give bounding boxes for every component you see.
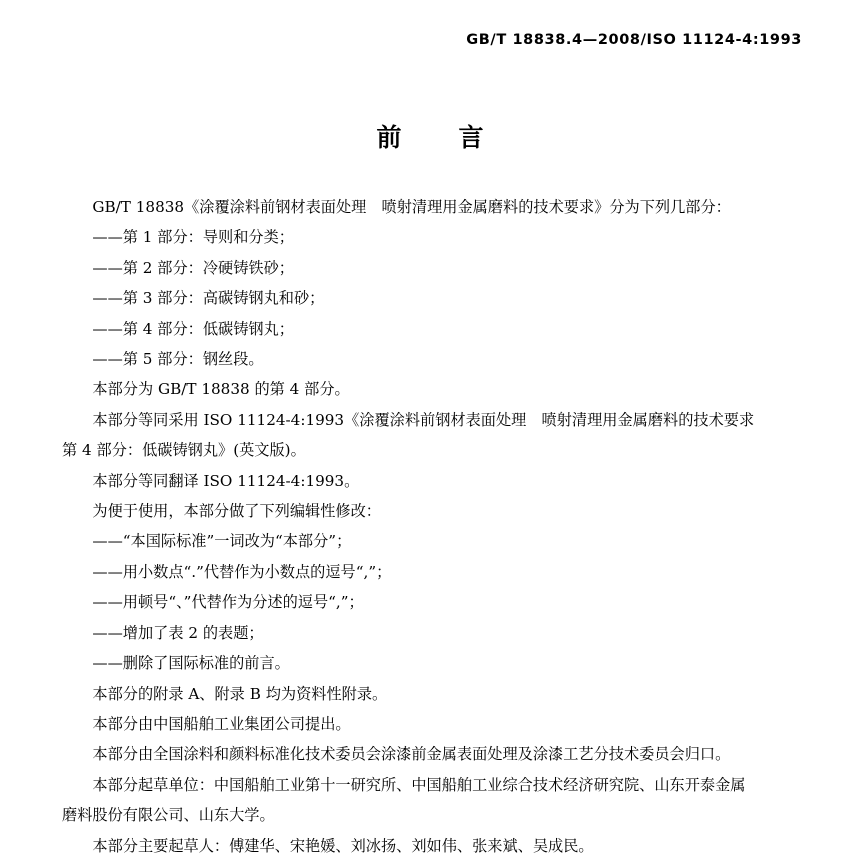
list-item-edit-3: ——用顿号“、”代替作为分述的逗号“,”； xyxy=(92,593,364,612)
list-item-part-1: ——第 1 部分：导则和分类； xyxy=(92,228,294,247)
paragraph-identical-adoption-cont: 第 4 部分：低碳铸钢丸》(英文版)。 xyxy=(62,441,306,460)
paragraph-annexes: 本部分的附录 A、附录 B 均为资料性附录。 xyxy=(92,684,388,703)
paragraph-main-drafters: 本部分主要起草人：傅建华、宋艳媛、刘冰扬、刘如伟、张来斌、吴成民。 xyxy=(92,836,594,855)
list-item-edit-1: ——“本国际标准”一词改为“本部分”； xyxy=(92,532,352,551)
paragraph-scope-list-intro: GB/T 18838《涂覆涂料前钢材表面处理 喷射清理用金属磨料的技术要求》分为下列几部分： xyxy=(92,198,731,216)
list-item-edit-4: ——增加了表 2 的表题； xyxy=(92,623,264,642)
foreword-body xyxy=(62,192,804,861)
paragraph-editorial-intro: 为便于使用，本部分做了下列编辑性修改： xyxy=(92,502,381,521)
paragraph-drafting-organizations: 本部分起草单位：中国船舶工业第十一研究所、中国船舶工业综合技术经济研究院、山东开泰金属 xyxy=(92,775,746,794)
paragraph-under-jurisdiction-of: 本部分由全国涂料和颜料标准化技术委员会涂漆前金属表面处理及涂漆工艺分技术委员会归口。 xyxy=(92,745,731,764)
list-item-edit-2: ——用小数点“.”代替作为小数点的逗号“,”； xyxy=(92,562,392,581)
paragraph-proposed-by: 本部分由中国船舶工业集团公司提出。 xyxy=(92,714,351,733)
list-item-edit-5: ——删除了国际标准的前言。 xyxy=(92,654,290,673)
paragraph-this-part-is: 本部分为 GB/T 18838 的第 4 部分。 xyxy=(92,380,350,399)
list-item-part-2: ——第 2 部分：冷硬铸铁砂； xyxy=(92,258,294,277)
paragraph-identical-translation: 本部分等同翻译 ISO 11124-4:1993。 xyxy=(92,471,360,490)
list-item-part-5: ——第 5 部分：钢丝段。 xyxy=(92,350,264,369)
list-item-part-3: ——第 3 部分：高碳铸钢丸和砂； xyxy=(92,289,325,308)
list-item-part-4: ——第 4 部分：低碳铸钢丸； xyxy=(92,319,294,338)
paragraph-drafting-organizations-cont: 磨料股份有限公司、山东大学。 xyxy=(62,806,275,825)
page-title: 前 言 xyxy=(376,123,500,152)
page-header-standard-number: GB/T 18838.4—2008/ISO 11124-4:1993 xyxy=(466,32,802,48)
paragraph-identical-adoption: 本部分等同采用 ISO 11124-4:1993《涂覆涂料前钢材表面处理 喷射清理用金属磨料的技术要求 xyxy=(92,410,755,429)
